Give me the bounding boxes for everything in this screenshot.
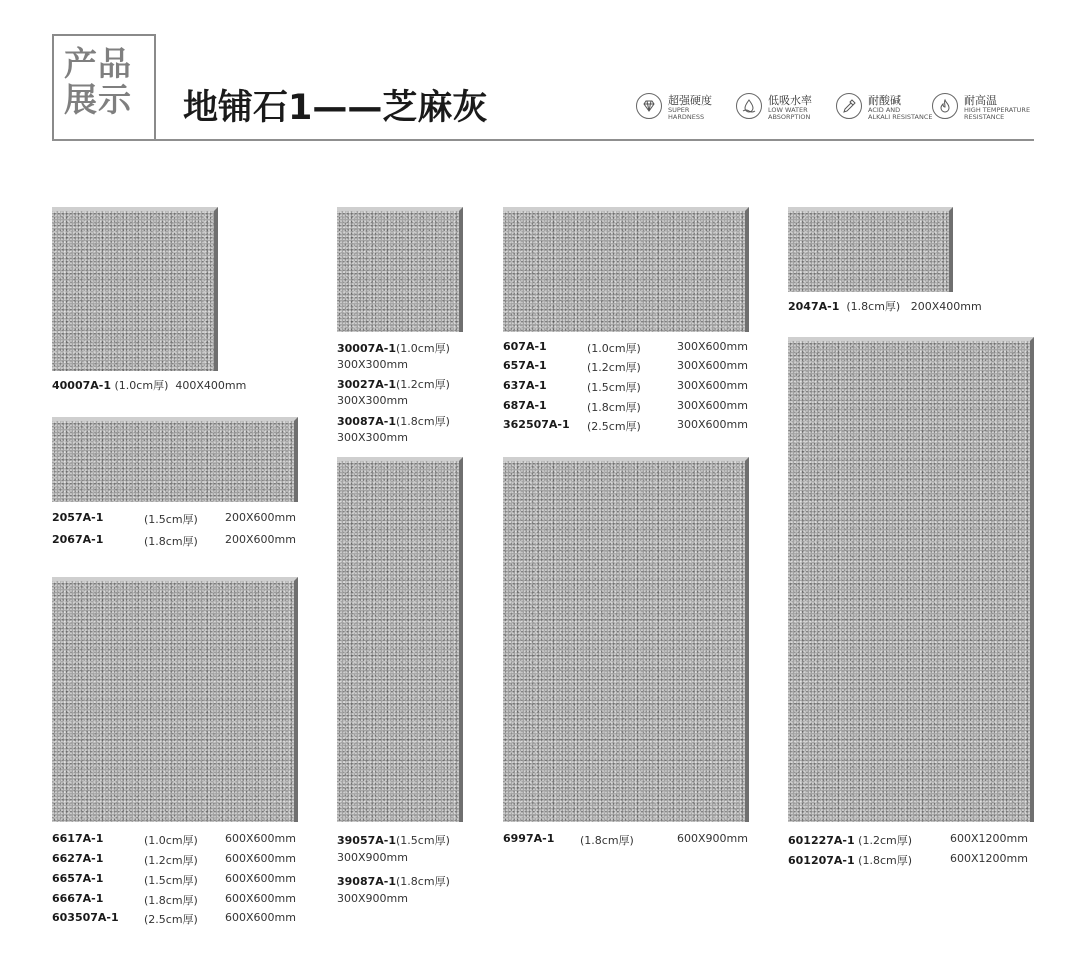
tile-200x600 [52, 417, 298, 502]
section-badge [64, 46, 154, 118]
product-row-30087: 30087A-1(1.8cm厚) [337, 415, 450, 428]
tile-600x600 [52, 577, 298, 822]
product-row-2057: 2057A-1 [52, 511, 104, 524]
product-row-657: 657A-1 [503, 359, 547, 372]
product-row-30007: 30007A-1(1.0cm厚) [337, 342, 450, 355]
product-row-6657: 6657A-1 [52, 872, 104, 885]
product-row-6667: 6667A-1 [52, 892, 104, 905]
product-row-603507: 603507A-1 [52, 911, 119, 924]
product-row-687: 687A-1 [503, 399, 547, 412]
product-row-2067: 2067A-1 [52, 533, 104, 546]
tile-600x1200 [788, 337, 1034, 822]
tile-600x900 [503, 457, 749, 822]
flame-icon [932, 93, 958, 119]
product-row-362507: 362507A-1 [503, 418, 570, 431]
product-row-6627: 6627A-1 [52, 852, 104, 865]
header-divider [52, 139, 1034, 141]
product-row-607: 607A-1 [503, 340, 547, 353]
product-row-39087: 39087A-1(1.8cm厚) [337, 875, 450, 888]
product-row-40007: 40007A-1 (1.0cm厚) 400X400mm [52, 379, 247, 392]
dropper-icon [836, 93, 862, 119]
badge-line-1: 产品 [64, 44, 132, 83]
product-row-39057: 39057A-1(1.5cm厚) [337, 834, 450, 847]
product-row-2047: 2047A-1 (1.8cm厚) 200X400mm [788, 300, 982, 313]
diamond-icon [636, 93, 662, 119]
tile-300x600 [503, 207, 749, 332]
product-row-30027: 30027A-1(1.2cm厚) [337, 378, 450, 391]
tile-200x400 [788, 207, 953, 292]
product-row-637: 637A-1 [503, 379, 547, 392]
product-row-6617: 6617A-1 [52, 832, 104, 845]
product-row-6997: 6997A-1 [503, 832, 555, 845]
water-drop-icon [736, 93, 762, 119]
tile-300x300 [337, 207, 463, 332]
tile-300x900 [337, 457, 463, 822]
tile-400x400 [52, 207, 218, 371]
product-row-601227: 601227A-1 (1.2cm厚) [788, 834, 912, 847]
page-title: 地铺石1——芝麻灰 [183, 88, 488, 128]
product-row-601207: 601207A-1 (1.8cm厚) [788, 854, 912, 867]
badge-line-2: 展示 [64, 80, 132, 119]
